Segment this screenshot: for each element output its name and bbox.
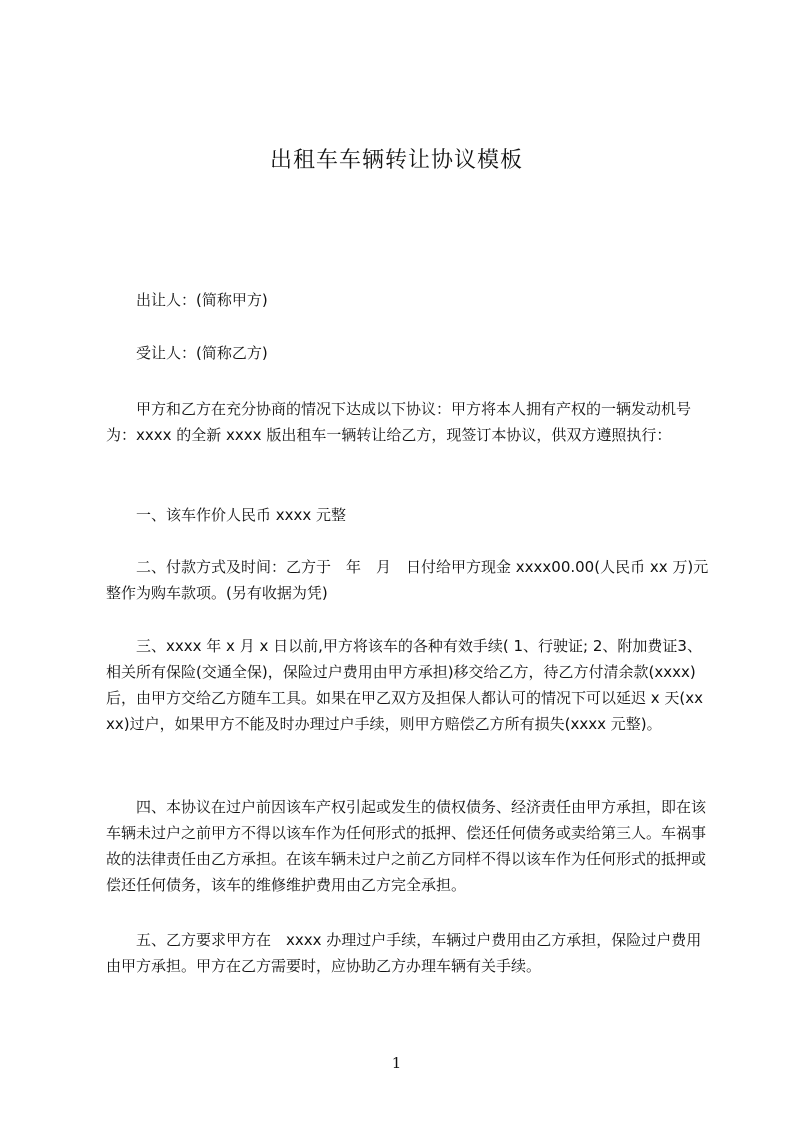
clause-2: 二、付款方式及时间：乙方于 年 月 日付给甲方现金 xxxx00.00(人民币 xx 万)元整作为购车款项。(另有收据为凭) xyxy=(106,558,709,602)
clause-3: 三、xxxx 年 x 月 x 日以前,甲方将该车的各种有效手续( 1、行驶证; 2、附加费证3、相关所有保险(交通全保)，保险过户费用由甲方承担)移交给乙方，待乙方付清余款(xxxx)后，由甲方交给乙方随车工具。如果在甲乙双方及担保人都认可的情况下可以延迟 x 天(xxxx)过户，如果甲方不能及时办理过户手续，则甲方赔偿乙方所有损失(xxxx 元整)。 xyxy=(106,637,704,733)
intro-paragraph: 甲方和乙方在充分协商的情况下达成以下协议：甲方将本人拥有产权的一辆发动机号为：xxxx 的全新 xxxx 版出租车一辆转让给乙方，现签订本协议，供双方遵照执行： xyxy=(106,400,692,444)
document-title: 出租车车辆转让协议模板 xyxy=(269,148,523,173)
page-number: 1 xyxy=(391,1054,402,1072)
clause-4: 四、本协议在过户前因该车产权引起或发生的债权债务、经济责任由甲方承担，即在该车辆未过户之前甲方不得以该车作为任何形式的抵押、偿还任何债务或卖给第三人。车祸事故的法律责任由乙方承担。在该车辆未过户之前乙方同样不得以该车作为任何形式的抵押或偿还任何债务，该车的维修维护费用由乙方完全承担。 xyxy=(106,798,707,894)
transferee-line: 受让人：(简称乙方) xyxy=(136,344,268,362)
clause-1: 一、该车作价人民币 xxxx 元整 xyxy=(106,506,347,524)
transferor-line: 出让人：(简称甲方) xyxy=(136,291,268,309)
clause-5: 五、乙方要求甲方在 xxxx 办理过户手续，车辆过户费用由乙方承担，保险过户费用由甲方承担。甲方在乙方需要时，应协助乙方办理车辆有关手续。 xyxy=(106,931,702,975)
